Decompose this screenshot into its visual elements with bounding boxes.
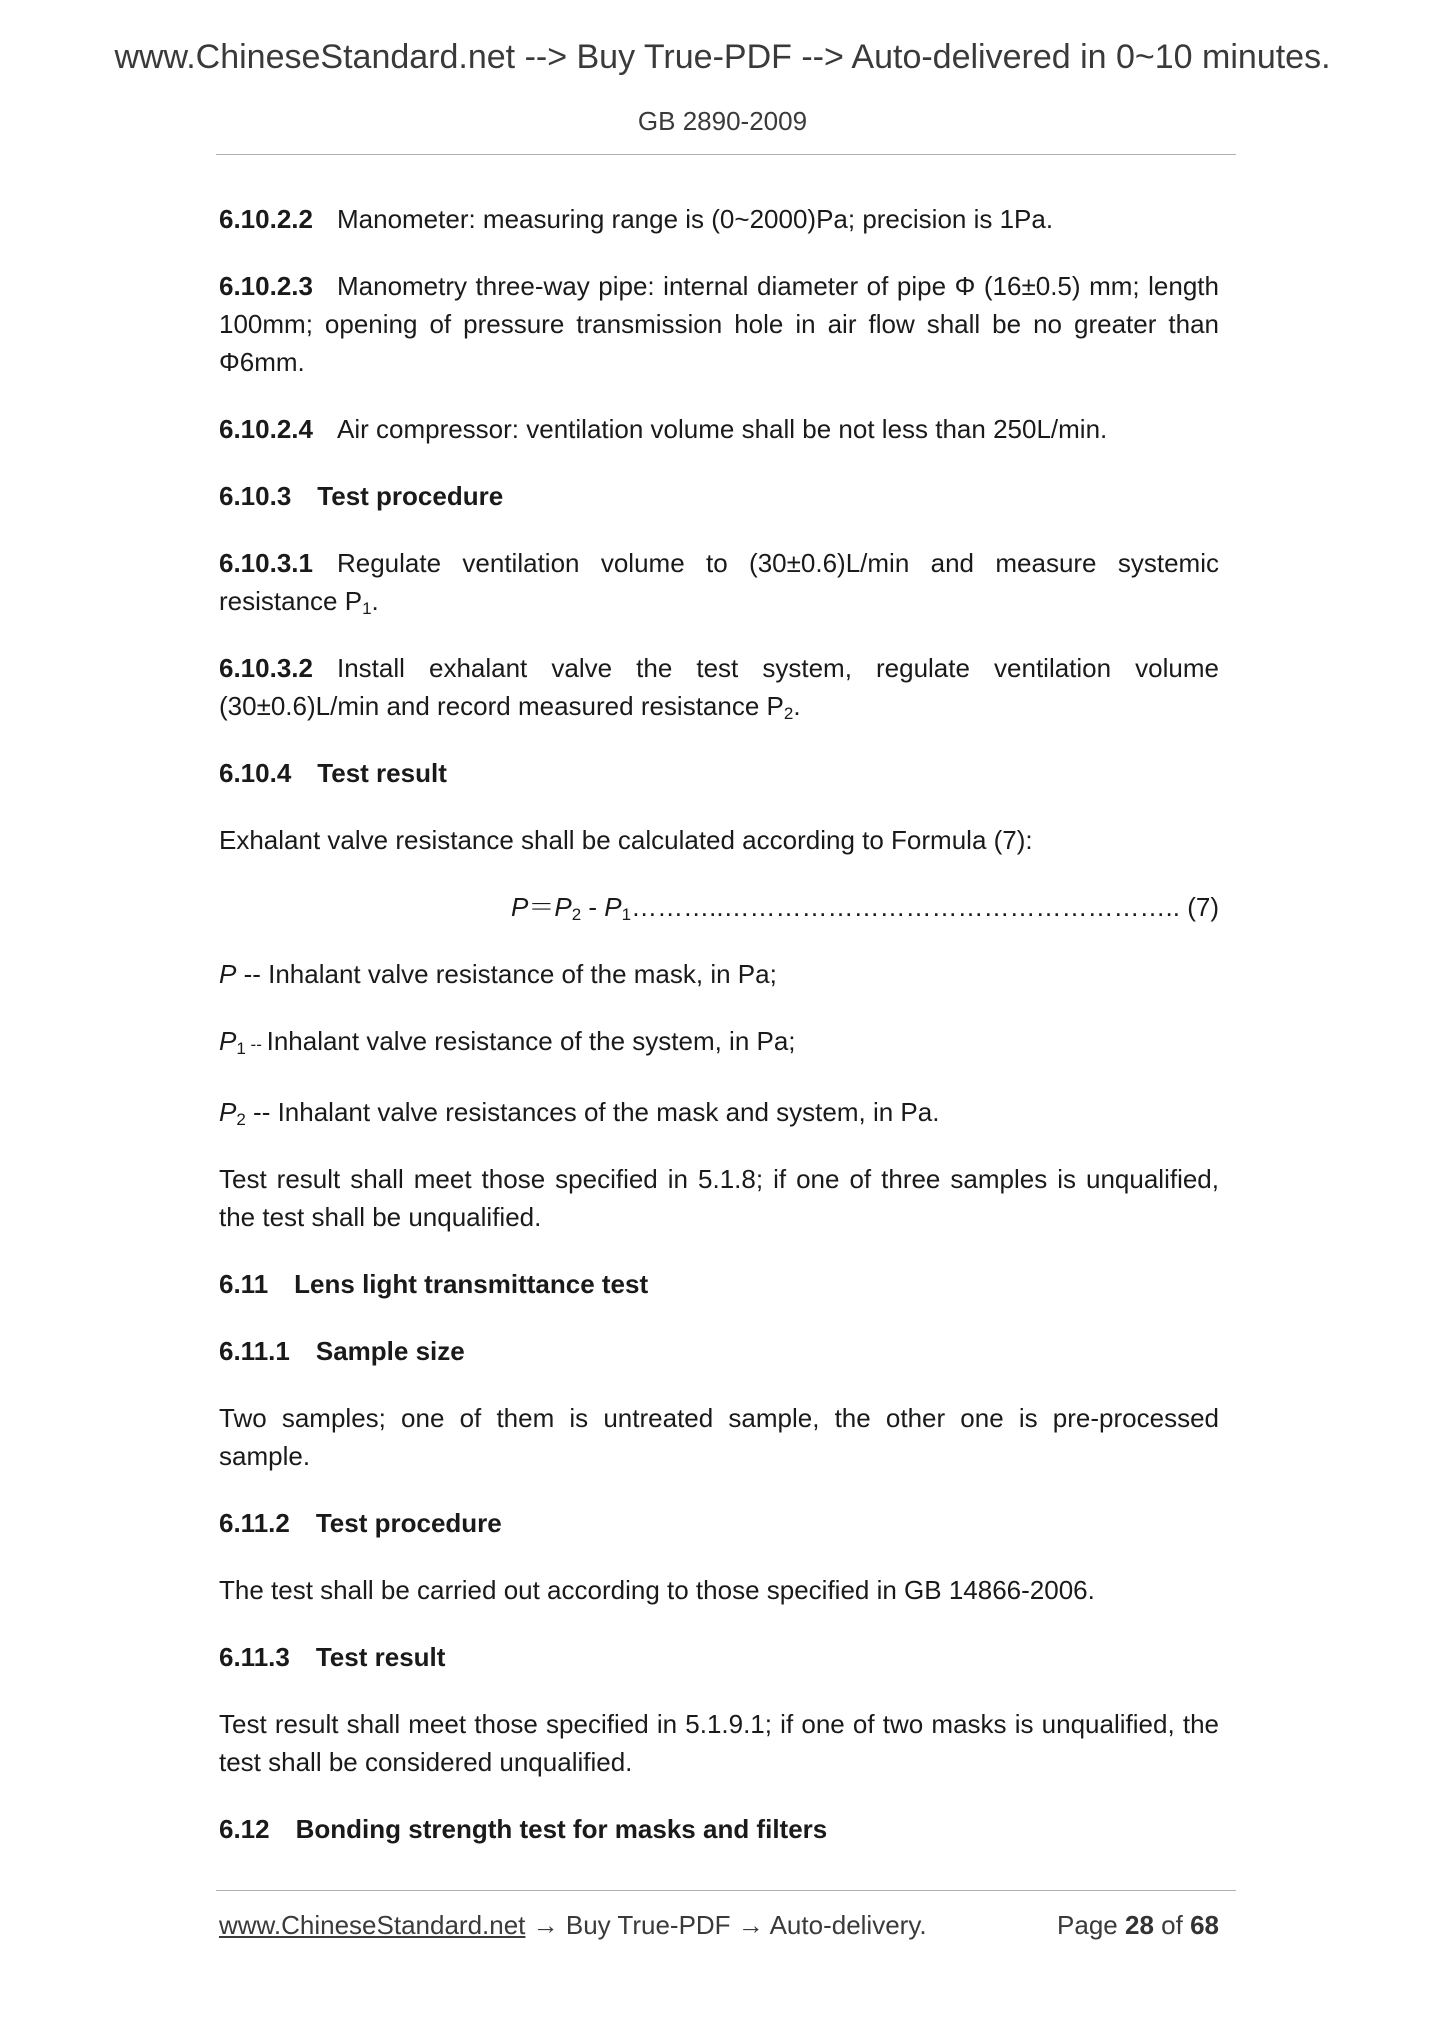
heading-number: 6.11 (219, 1269, 269, 1299)
symbol: P (219, 1097, 237, 1127)
heading-text: Test result (315, 1642, 446, 1672)
symbol: P (219, 959, 237, 989)
clause-6-10-2-2 (219, 200, 1219, 238)
definition-text: -- Inhalant valve resistances of the mask and system, in Pa. (245, 1097, 940, 1127)
clause-number: 6.10.3.1 (219, 548, 313, 578)
heading-text: Test result (317, 758, 447, 788)
heading-6-11-2 (219, 1504, 1219, 1542)
heading-number: 6.11.1 (219, 1336, 290, 1366)
page-word: Page (1057, 1910, 1118, 1940)
subscript: 1 (362, 599, 372, 618)
clause-number: 6.10.2.4 (219, 414, 313, 444)
formula-dots: ………..…………………………………………….. (631, 892, 1180, 922)
document-id: GB 2890-2009 (637, 106, 808, 136)
subscript: 1 (621, 905, 632, 924)
clause-tail: . (793, 691, 801, 721)
definition-p1 (219, 1022, 1219, 1064)
definition-text: Inhalant valve resistance of the system, in Pa; (266, 1026, 796, 1056)
result-paragraph-6-11: Test result shall meet those specified in 5.1.9.1; if one of two masks is unqualified, the test shall be considered unqualified. (219, 1709, 1219, 1777)
formula-minus: - (581, 892, 605, 922)
definition-separator: -- (245, 1035, 267, 1054)
formula-p2: P (554, 892, 572, 922)
heading-number: 6.12 (219, 1814, 270, 1844)
formula-equals: ＝ (528, 892, 555, 922)
footer-site-link[interactable]: www.ChineseStandard.net (219, 1910, 526, 1940)
subscript: 2 (783, 704, 794, 723)
heading-text: Test procedure (317, 481, 504, 511)
footer-buy-text: Buy True-PDF (565, 1910, 731, 1940)
footer-delivery-text: Auto-delivery. (769, 1910, 927, 1940)
header-banner: www.ChineseStandard.net --> Buy True-PDF --> Auto-delivered in 0~10 minutes. (114, 38, 1331, 76)
heading-text: Bonding strength test for masks and filters (295, 1814, 828, 1844)
formula-7 (219, 888, 1219, 926)
clause-6-10-3-1 (219, 544, 1219, 620)
arrow-icon: → (525, 1910, 566, 1940)
clause-text: Regulate ventilation volume to (30±0.6)L/min and measure systemic resistance P (219, 548, 1219, 616)
clause-6-10-2-4 (219, 410, 1219, 448)
heading-6-11 (219, 1265, 1219, 1303)
symbol: P (219, 1026, 237, 1056)
clause-number: 6.10.3.2 (219, 653, 313, 683)
page-content (219, 200, 1219, 1877)
definition-p2 (219, 1093, 1219, 1131)
heading-text: Lens light transmittance test (294, 1269, 649, 1299)
heading-number: 6.11.3 (219, 1642, 290, 1672)
heading-number: 6.10.4 (219, 758, 292, 788)
heading-text: Test procedure (315, 1508, 502, 1538)
footer-divider (216, 1890, 1236, 1891)
clause-text: Install exhalant valve the test system, regulate ventilation volume (30±0.6)L/min and record measured resistance P (219, 653, 1219, 721)
current-page: 28 (1125, 1910, 1154, 1940)
clause-text: Manometry three-way pipe: internal diameter of pipe Φ (16±0.5) mm; length 100mm; opening of pressure transmission hole in air flow shall be no greater than Φ6mm. (219, 271, 1219, 377)
clause-number: 6.10.2.2 (219, 204, 313, 234)
heading-6-12 (219, 1810, 1219, 1848)
clause-number: 6.10.2.3 (219, 271, 313, 301)
heading-6-10-3 (219, 477, 1219, 515)
header-divider (216, 154, 1236, 155)
result-paragraph-6-10: Test result shall meet those specified in 5.1.8; if one of three samples is unqualified, the test shall be unqualified. (219, 1164, 1219, 1232)
subscript: 1 (236, 1039, 246, 1058)
heading-6-11-1 (219, 1332, 1219, 1370)
subscript: 2 (236, 1110, 246, 1129)
procedure-paragraph: The test shall be carried out according to those specified in GB 14866-2006. (219, 1575, 1095, 1605)
formula-intro: Exhalant valve resistance shall be calculated according to Formula (7): (219, 825, 1033, 855)
formula-p1: P (604, 892, 622, 922)
formula-lhs: P (511, 892, 529, 922)
heading-6-11-3 (219, 1638, 1219, 1676)
clause-6-10-2-3 (219, 267, 1219, 381)
arrow-icon: → (730, 1910, 770, 1940)
total-pages: 68 (1190, 1910, 1219, 1940)
heading-number: 6.11.2 (219, 1508, 290, 1538)
definition-text: -- Inhalant valve resistance of the mask, in Pa; (236, 959, 777, 989)
of-word: of (1161, 1910, 1183, 1940)
formula-label: (7) (1180, 892, 1219, 922)
heading-number: 6.10.3 (219, 481, 292, 511)
clause-6-10-3-2 (219, 649, 1219, 725)
heading-6-10-4 (219, 754, 1219, 792)
page-number (1057, 1910, 1219, 1941)
sample-paragraph: Two samples; one of them is untreated sample, the other one is pre-processed sample. (219, 1403, 1219, 1471)
clause-tail: . (371, 586, 379, 616)
subscript: 2 (571, 905, 582, 924)
clause-text: Air compressor: ventilation volume shall be not less than 250L/min. (336, 414, 1108, 444)
clause-text: Manometer: measuring range is (0~2000)Pa; precision is 1Pa. (336, 204, 1054, 234)
definition-p (219, 955, 1219, 993)
heading-text: Sample size (315, 1336, 465, 1366)
footer-promo (219, 1910, 927, 1941)
